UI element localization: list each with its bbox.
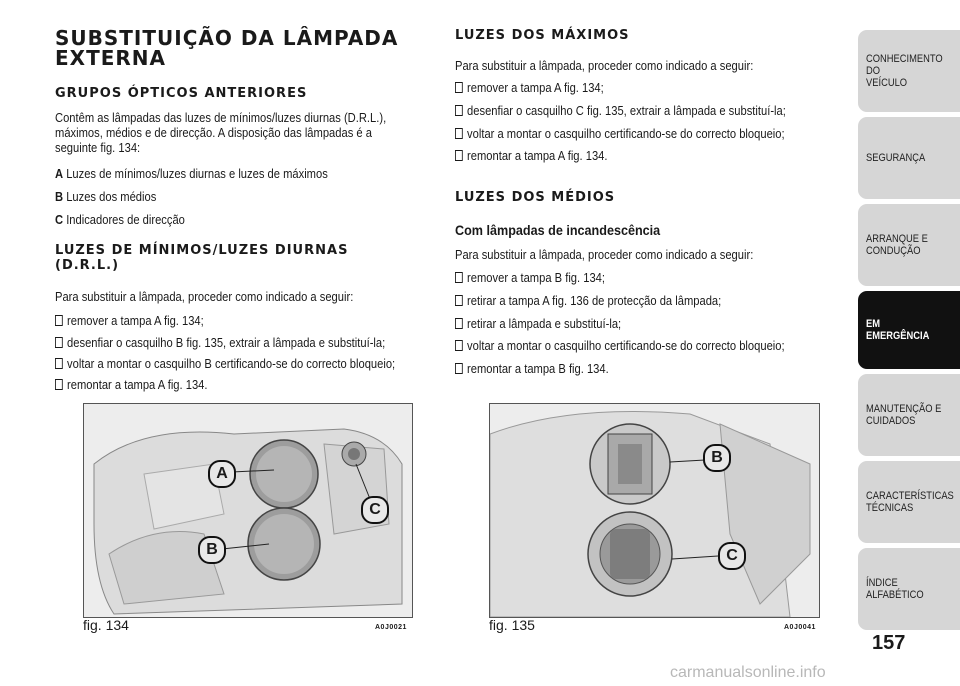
- tab-arranque-e-conducao[interactable]: [858, 204, 960, 286]
- section-text: [55, 110, 433, 155]
- checkbox-bullet-icon: [55, 379, 63, 390]
- checkbox-bullet-icon: [455, 150, 463, 161]
- tab-label-line: CUIDADOS: [866, 415, 916, 427]
- step-text: desenfiar o casquilho B fig. 135, extrair a lâmpada e substituí-la;: [67, 335, 386, 350]
- text-line: máximos, médios e de direcção. A disposição das lâmpadas é a: [55, 125, 372, 140]
- page-title-line: SUBSTITUIÇÃO DA LÂMPADA: [55, 26, 399, 50]
- step-text: remover a tampa B fig. 134;: [467, 270, 606, 285]
- checkbox-bullet-icon: [455, 363, 463, 374]
- step-text: remover a tampa A fig. 134;: [467, 80, 604, 95]
- figure-code: A0J0041: [784, 624, 816, 631]
- section-intro: Para substituir a lâmpada, proceder como indicado a seguir:: [55, 289, 354, 304]
- tab-label-line: VEÍCULO: [866, 77, 908, 89]
- text-line: Contêm as lâmpadas das luzes de mínimos/luzes diurnas (D.R.L.),: [55, 110, 387, 125]
- def-text: Luzes dos médios: [66, 189, 157, 204]
- def-key: B: [55, 189, 64, 204]
- callout-label-c: C: [718, 542, 746, 570]
- text-line: seguinte fig. 134:: [55, 140, 141, 155]
- page-title-line: EXTERNA: [55, 46, 167, 70]
- checkbox-bullet-icon: [55, 337, 63, 348]
- figure-134-headlamp: [83, 403, 413, 618]
- page-title: [55, 28, 398, 68]
- section-subtitle: Com lâmpadas de incandescência: [455, 222, 661, 238]
- def-text: Luzes de mínimos/luzes diurnas e luzes de máximos: [66, 166, 328, 181]
- step-item: [455, 338, 785, 353]
- step-item: [55, 377, 208, 392]
- tab-label-line: CARACTERÍSTICAS: [866, 490, 954, 502]
- callout-label-a: A: [208, 460, 236, 488]
- step-text: desenfiar o casquilho C fig. 135, extrair a lâmpada e substituí-la;: [467, 103, 786, 118]
- tab-seguranca[interactable]: [858, 117, 960, 199]
- checkbox-bullet-icon: [455, 318, 463, 329]
- tab-label-line: TÉCNICAS: [866, 502, 914, 514]
- step-item: [455, 316, 621, 331]
- step-item: [455, 80, 604, 95]
- section-title-grupos-opticos: GRUPOS ÓPTICOS ANTERIORES: [55, 86, 308, 101]
- step-item: [455, 293, 721, 308]
- section-intro: Para substituir a lâmpada, proceder como indicado a seguir:: [455, 58, 754, 73]
- checkbox-bullet-icon: [455, 295, 463, 306]
- tab-em-emergencia[interactable]: [858, 291, 960, 369]
- tab-caracteristicas-tecnicas[interactable]: [858, 461, 960, 543]
- callout-label-b: B: [198, 536, 226, 564]
- step-item: [455, 361, 609, 376]
- tab-label-line: SEGURANÇA: [866, 152, 926, 164]
- step-text: retirar a lâmpada e substituí-la;: [467, 316, 622, 331]
- tab-label-line: MANUTENÇÃO E: [866, 403, 942, 415]
- step-item: [455, 270, 605, 285]
- step-text: remover a tampa A fig. 134;: [67, 313, 204, 328]
- step-text: voltar a montar o casquilho certificando-se do correcto bloqueio;: [467, 126, 785, 141]
- checkbox-bullet-icon: [455, 340, 463, 351]
- def-text: Indicadores de direcção: [66, 212, 185, 227]
- callout-label-b: B: [703, 444, 731, 472]
- tab-manutencao-e-cuidados[interactable]: [858, 374, 960, 456]
- tab-conhecimento-do-veiculo[interactable]: [858, 30, 960, 112]
- definition-list: [55, 166, 433, 235]
- tab-label-line: CONDUÇÃO: [866, 245, 921, 257]
- section-title-medios: LUZES DOS MÉDIOS: [455, 190, 616, 205]
- figure-caption: fig. 135: [489, 617, 535, 633]
- figure-code: A0J0021: [375, 624, 407, 631]
- step-item: [55, 356, 395, 371]
- step-item: [455, 148, 608, 163]
- tab-indice-alfabetico[interactable]: [858, 548, 960, 630]
- step-item: [455, 103, 786, 118]
- checkbox-bullet-icon: [455, 105, 463, 116]
- def-key: C: [55, 212, 64, 227]
- step-item: [55, 313, 204, 328]
- step-text: remontar a tampa A fig. 134.: [467, 148, 608, 163]
- bulb-holder-illustration: [490, 404, 819, 617]
- checkbox-bullet-icon: [455, 272, 463, 283]
- tab-label-line: EM EMERGÊNCIA: [866, 318, 930, 342]
- def-key: A: [55, 166, 64, 181]
- watermark: carmanualsonline.info: [670, 664, 826, 681]
- checkbox-bullet-icon: [55, 358, 63, 369]
- page-number: 157: [872, 632, 906, 654]
- checkbox-bullet-icon: [455, 82, 463, 93]
- step-text: remontar a tampa B fig. 134.: [467, 361, 609, 376]
- tab-label-line: ÍNDICE ALFABÉTICO: [866, 577, 924, 601]
- step-text: retirar a tampa A fig. 136 de protecção da lâmpada;: [467, 293, 722, 308]
- section-title-line: (D.R.L.): [55, 258, 120, 273]
- step-text: remontar a tampa A fig. 134.: [67, 377, 208, 392]
- checkbox-bullet-icon: [55, 315, 63, 326]
- figure-135-bulb-holders: [489, 403, 820, 618]
- section-title-maximos: LUZES DOS MÁXIMOS: [455, 28, 630, 43]
- figure-caption: fig. 134: [83, 617, 129, 633]
- section-title-line: LUZES DE MÍNIMOS/LUZES DIURNAS: [55, 243, 349, 258]
- step-text: voltar a montar o casquilho B certificando-se do correcto bloqueio;: [67, 356, 396, 371]
- checkbox-bullet-icon: [455, 128, 463, 139]
- callout-label-c: C: [361, 496, 389, 524]
- section-title-minimos: [55, 243, 348, 273]
- tab-label-line: ARRANQUE E: [866, 233, 928, 245]
- tab-label-line: CONHECIMENTO DO: [866, 53, 943, 77]
- definition-item: [55, 189, 433, 212]
- section-intro: Para substituir a lâmpada, proceder como indicado a seguir:: [455, 247, 754, 262]
- definition-item: [55, 166, 433, 189]
- step-text: voltar a montar o casquilho certificando-se do correcto bloqueio;: [467, 338, 785, 353]
- step-item: [455, 126, 785, 141]
- step-item: [55, 335, 385, 350]
- definition-item: [55, 212, 433, 235]
